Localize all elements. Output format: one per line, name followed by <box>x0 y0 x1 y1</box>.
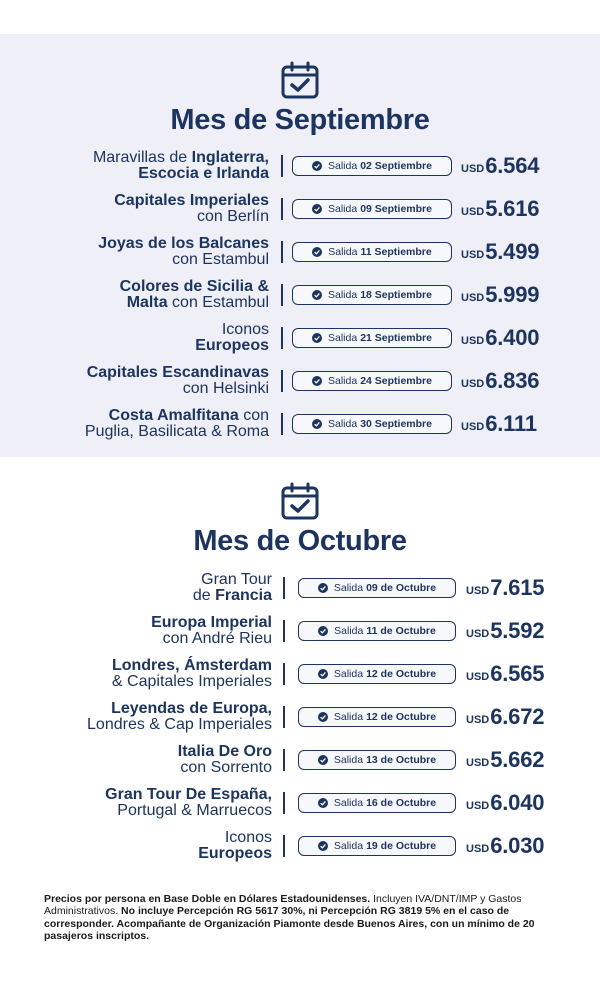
tour-name: Capitales Escandinavas con Helsinki <box>86 363 269 397</box>
tour-name: Maravillas de Inglaterra, Escocia e Irlanda <box>92 148 269 182</box>
calendar-check-icon <box>280 60 320 100</box>
price: USD5.499 <box>461 238 540 264</box>
tour-row[interactable] <box>0 609 600 652</box>
divider <box>281 370 283 392</box>
tour-row[interactable] <box>0 316 600 359</box>
tour-name: Leyendas de Europa, Londres & Cap Imperiales <box>87 699 272 733</box>
tour-row[interactable] <box>0 652 600 695</box>
tour-row[interactable] <box>0 230 600 273</box>
price: USD5.616 <box>461 195 540 221</box>
tour-name: Londres, Ámsterdam & Capitales Imperiales <box>111 656 272 690</box>
check-circle-icon <box>318 669 328 679</box>
price: USD5.662 <box>466 746 545 772</box>
divider <box>283 577 285 599</box>
legal-footnote: Precios por persona en Base Doble en Dólares Estadounidenses. Incluyen IVA/DNT/IMP y Gastos Administrativos. No incluye Percepción RG 5617 30%, ni Percepción RG 3819 5% en el caso de corresponder. Acompañante de Organización Piamonte desde Buenos Aires, con un mínimo de 20 pasajeros inscriptos. <box>44 893 535 942</box>
departure-pill[interactable]: Salida 12 de Octubre <box>298 664 456 684</box>
price: USD6.565 <box>466 660 545 686</box>
price: USD5.592 <box>466 617 545 643</box>
departure-pill[interactable]: Salida 13 de Octubre <box>298 750 456 770</box>
price: USD6.400 <box>461 324 540 350</box>
departure-pill[interactable]: Salida 09 Septiembre <box>292 199 452 219</box>
divider <box>283 792 285 814</box>
tour-row[interactable] <box>0 144 600 187</box>
divider <box>281 284 283 306</box>
tour-row[interactable] <box>0 781 600 824</box>
tour-name: Gran Tour de Francia <box>192 570 272 604</box>
check-circle-icon <box>312 419 322 429</box>
tour-row[interactable] <box>0 359 600 402</box>
divider <box>283 706 285 728</box>
check-circle-icon <box>312 290 322 300</box>
check-circle-icon <box>312 333 322 343</box>
tour-row[interactable] <box>0 695 600 738</box>
check-circle-icon <box>318 626 328 636</box>
check-circle-icon <box>318 798 328 808</box>
month-title-octubre: Mes de Octubre <box>193 525 407 557</box>
tour-list-octubre <box>0 566 600 867</box>
departure-pill[interactable]: Salida 02 Septiembre <box>292 156 452 176</box>
tour-name: Colores de Sicilia & Malta con Estambul <box>119 277 269 311</box>
divider <box>283 749 285 771</box>
tour-row[interactable] <box>0 402 600 445</box>
section-octubre <box>0 457 600 877</box>
check-circle-icon <box>312 376 322 386</box>
tour-row[interactable] <box>0 824 600 867</box>
tour-name: Costa Amalfitana con Puglia, Basilicata & Roma <box>84 406 269 440</box>
divider <box>281 155 283 177</box>
tour-name: Gran Tour De España, Portugal & Marruecos <box>105 785 272 819</box>
price: USD6.836 <box>461 367 540 393</box>
departure-pill[interactable]: Salida 11 de Octubre <box>298 621 456 641</box>
divider <box>283 620 285 642</box>
tour-name: Iconos Europeos <box>195 320 269 354</box>
tour-name: Italia De Oro con Sorrento <box>177 742 272 776</box>
departure-pill[interactable]: Salida 21 Septiembre <box>292 328 452 348</box>
calendar-check-icon <box>280 481 320 521</box>
month-title-septiembre: Mes de Septiembre <box>170 104 430 136</box>
check-circle-icon <box>318 841 328 851</box>
price: USD6.111 <box>461 410 537 436</box>
tour-row[interactable] <box>0 566 600 609</box>
departure-pill[interactable]: Salida 24 Septiembre <box>292 371 452 391</box>
departure-pill[interactable]: Salida 30 Septiembre <box>292 414 452 434</box>
price: USD6.030 <box>466 832 545 858</box>
section-septiembre <box>0 34 600 457</box>
tour-row[interactable] <box>0 738 600 781</box>
departure-pill[interactable]: Salida 16 de Octubre <box>298 793 456 813</box>
check-circle-icon <box>318 755 328 765</box>
divider <box>283 835 285 857</box>
divider <box>281 198 283 220</box>
check-circle-icon <box>318 712 328 722</box>
price: USD6.564 <box>461 152 540 178</box>
divider <box>283 663 285 685</box>
tour-name: Europa Imperial con André Rieu <box>151 613 272 647</box>
tour-list-septiembre <box>0 144 600 445</box>
tour-row[interactable] <box>0 187 600 230</box>
tour-name: Iconos Europeos <box>198 828 272 862</box>
check-circle-icon <box>318 583 328 593</box>
divider <box>281 327 283 349</box>
price: USD7.615 <box>466 574 545 600</box>
departure-pill[interactable]: Salida 19 de Octubre <box>298 836 456 856</box>
departure-pill[interactable]: Salida 18 Septiembre <box>292 285 452 305</box>
check-circle-icon <box>312 204 322 214</box>
departure-pill[interactable]: Salida 12 de Octubre <box>298 707 456 727</box>
departure-pill[interactable]: Salida 09 de Octubre <box>298 578 456 598</box>
check-circle-icon <box>312 247 322 257</box>
price: USD6.040 <box>466 789 545 815</box>
divider <box>281 241 283 263</box>
price: USD5.999 <box>461 281 540 307</box>
tour-name: Capitales Imperiales con Berlín <box>114 191 269 225</box>
tour-row[interactable] <box>0 273 600 316</box>
divider <box>281 413 283 435</box>
departure-pill[interactable]: Salida 11 Septiembre <box>292 242 452 262</box>
check-circle-icon <box>312 161 322 171</box>
price: USD6.672 <box>466 703 545 729</box>
tour-name: Joyas de los Balcanes con Estambul <box>98 234 269 268</box>
